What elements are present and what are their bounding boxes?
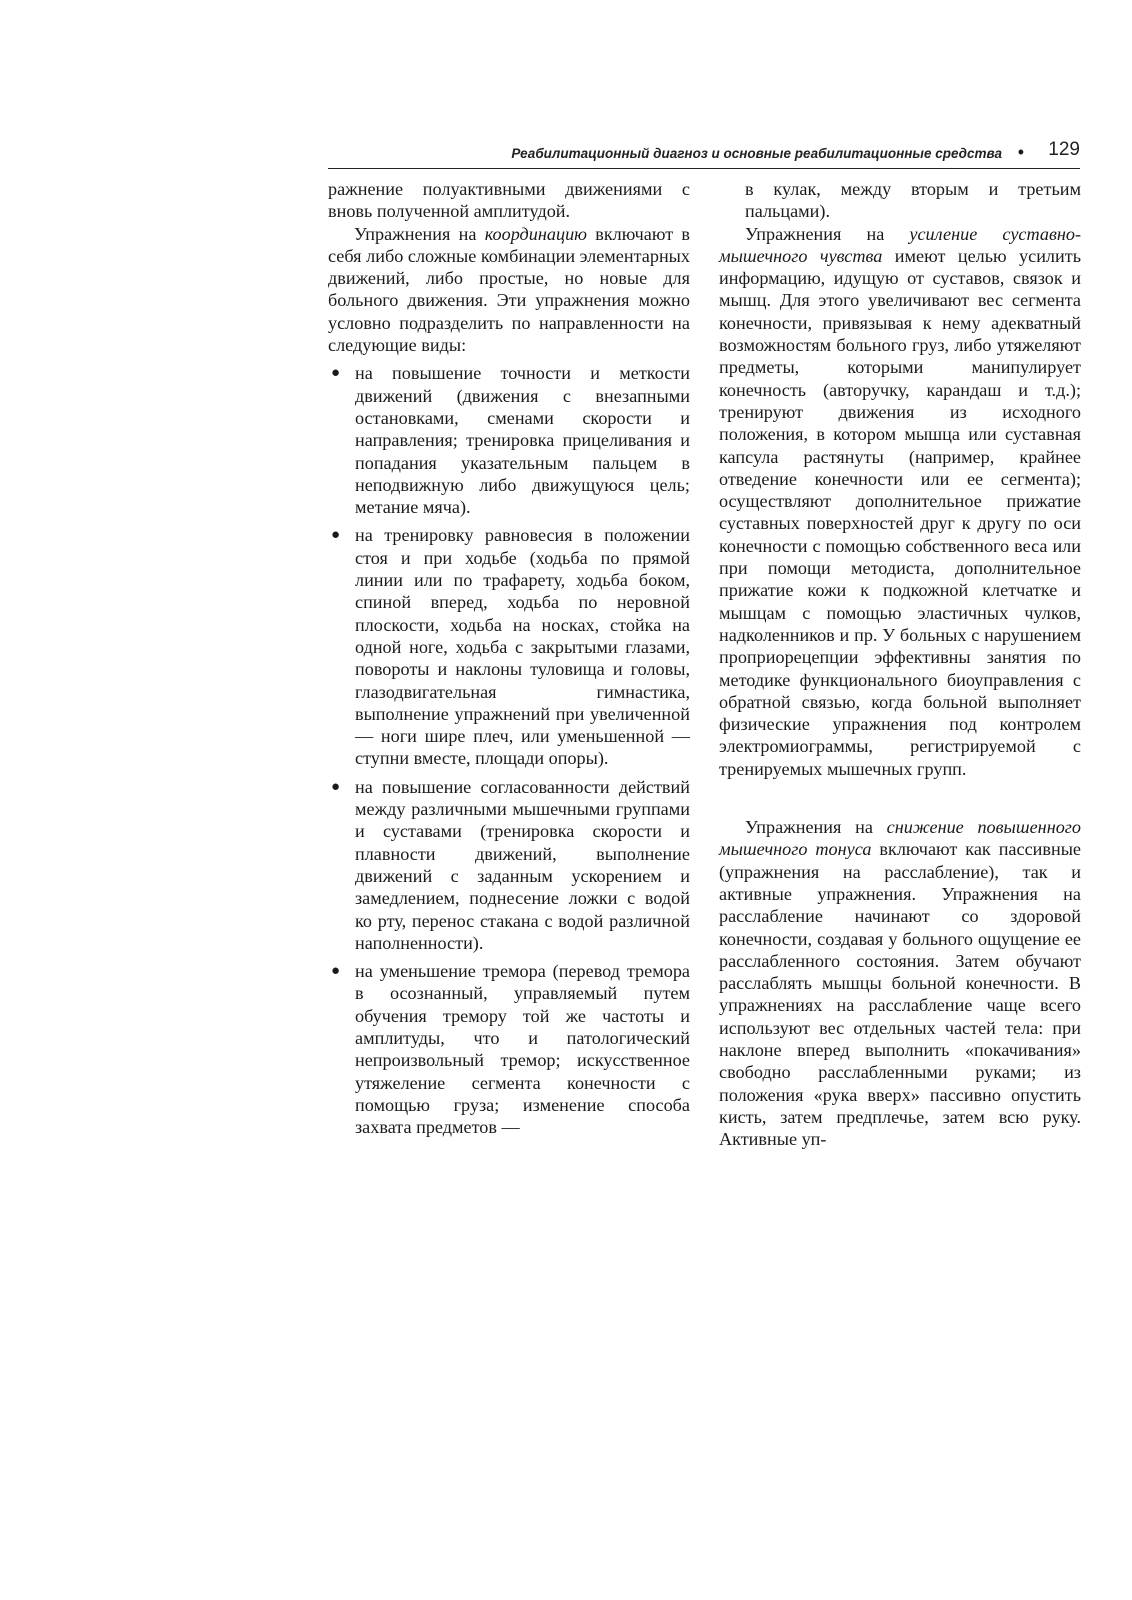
tone-paragraph [719,816,1081,1150]
list-item-text: на повышение точности и меткости движений (движения с внезапными остановками, сменами скорости и направления; тренировка прицеливания и попадания указательным пальцем в неподвижную либо движущуюся цель; метание мяча). [355,363,690,518]
bullet-icon: ● [331,527,341,544]
list-item [328,960,690,1138]
list-item-text: на повышение согласованности действий между различными мышечными группами и суставами (тренировка скорости и плавности движений, выполнение движений с заданным ускорением и замедлением, поднесение ложки с водой ко рту, перенос стакана с водой различной наполненности). [355,776,690,953]
list-item [328,362,690,518]
running-title: Реабилитационный диагноз и основные реабилитационные средства [511,146,1002,161]
list-continuation: в кулак, между вторым и третьим пальцами). [745,179,1081,222]
list-item [328,524,690,769]
list-item-text: на уменьшение тремора (перевод тремора в осознанный, управляемый путем обучения тремору той же частоты и амплитуды, что и патологический непроизвольный тремор; искусственное утяжеление сегмента конечности с помощью груза; изменение способа захвата предметов — [355,961,690,1138]
coordination-text-before: Упражнения на [354,223,485,244]
intro-paragraph: ражнение полуактивными движениями с вновь полученной амплитудой. [328,179,690,222]
tone-text-before: Упражнения на [745,817,887,838]
proprioception-paragraph [719,223,1081,780]
coordination-paragraph [328,223,690,357]
tone-text-after: включают как пассивные (упражнения на расслабление), так и активные упражнения. Упражнения на расслабление начинают со здоровой конечности, создавая у больного ощущение ее расслабленного состояния. Затем обучают расслаблять мышцы больной конечности. В упражнениях на расслабление чаще всего используют вес отдельных частей тела: при наклоне вперед выполнить «покачивания» свободно расслабленными руками; из положения «рука вверх» пассивно опустить кисть, затем предплечье, затем всю руку. Активные уп- [719,839,1081,1150]
header-bullet: • [1017,142,1024,162]
proprioception-text-after: имеют целью усилить информацию, идущую от суставов, связок и мышц. Для этого увеличивают вес сегмента конечности, привязывая к нему адекватный возможностям больного груз, либо утяжеляют предметы, которыми манипулирует конечность (авторучку, карандаш и т.д.); тренируют движения из исходного положения, в котором мышца или суставная капсула растянуты (например, крайнее отведение конечности или ее сегмента); осуществляют дополнительное прижатие суставных поверхностей друг к другу по оси конечности с помощью собственного веса или при помощи методиста, дополнительное прижатие кожи к подкожной клетчатке и мышцам с помощью эластичных чулков, надколенников и пр. У больных с нарушением проприорецепции эффективны занятия по методике функционального биоуправления с обратной связью, когда больной выполняет физические упражнения под контролем электромиограммы, регистрируемой с тренируемых мышечных групп. [719,245,1081,779]
bullet-icon: ● [331,365,341,382]
page-number: 129 [1048,139,1080,160]
coordination-text-after: включают в себя либо сложные комбинации элементарных движений, либо простые, но новые для больного движения. Эти упражнения можно условно подразделить по направленности на следующие виды: [328,223,690,356]
running-head [328,138,1080,169]
coordination-term: координацию [484,223,587,244]
coordination-list [328,362,690,1138]
list-item-text: на тренировку равновесия в положении стоя и при ходьбе (ходьба по прямой линии или по трафарету, ходьба боком, спиной вперед, ходьба по неровной плоскости, ходьба на носках, стойка на одной ноге, ходьба с закрытыми глазами, повороты и наклоны туловища и головы, глазодвигательная гимнастика, выполнение упражнений при увеличенной — ноги шире плеч, или уменьшенной — ступни вместе, площади опоры). [355,525,690,769]
right-column [719,178,1081,1150]
left-column [328,178,690,1144]
proprioception-term: усиление суставно-мышечного чувства [719,223,1082,266]
bullet-icon: ● [331,778,341,795]
list-item [328,776,690,954]
proprioception-text-before: Упражнения на [745,223,910,244]
tone-term: снижение повышенного мышечного тонуса [719,817,1081,860]
bullet-icon: ● [331,963,341,980]
